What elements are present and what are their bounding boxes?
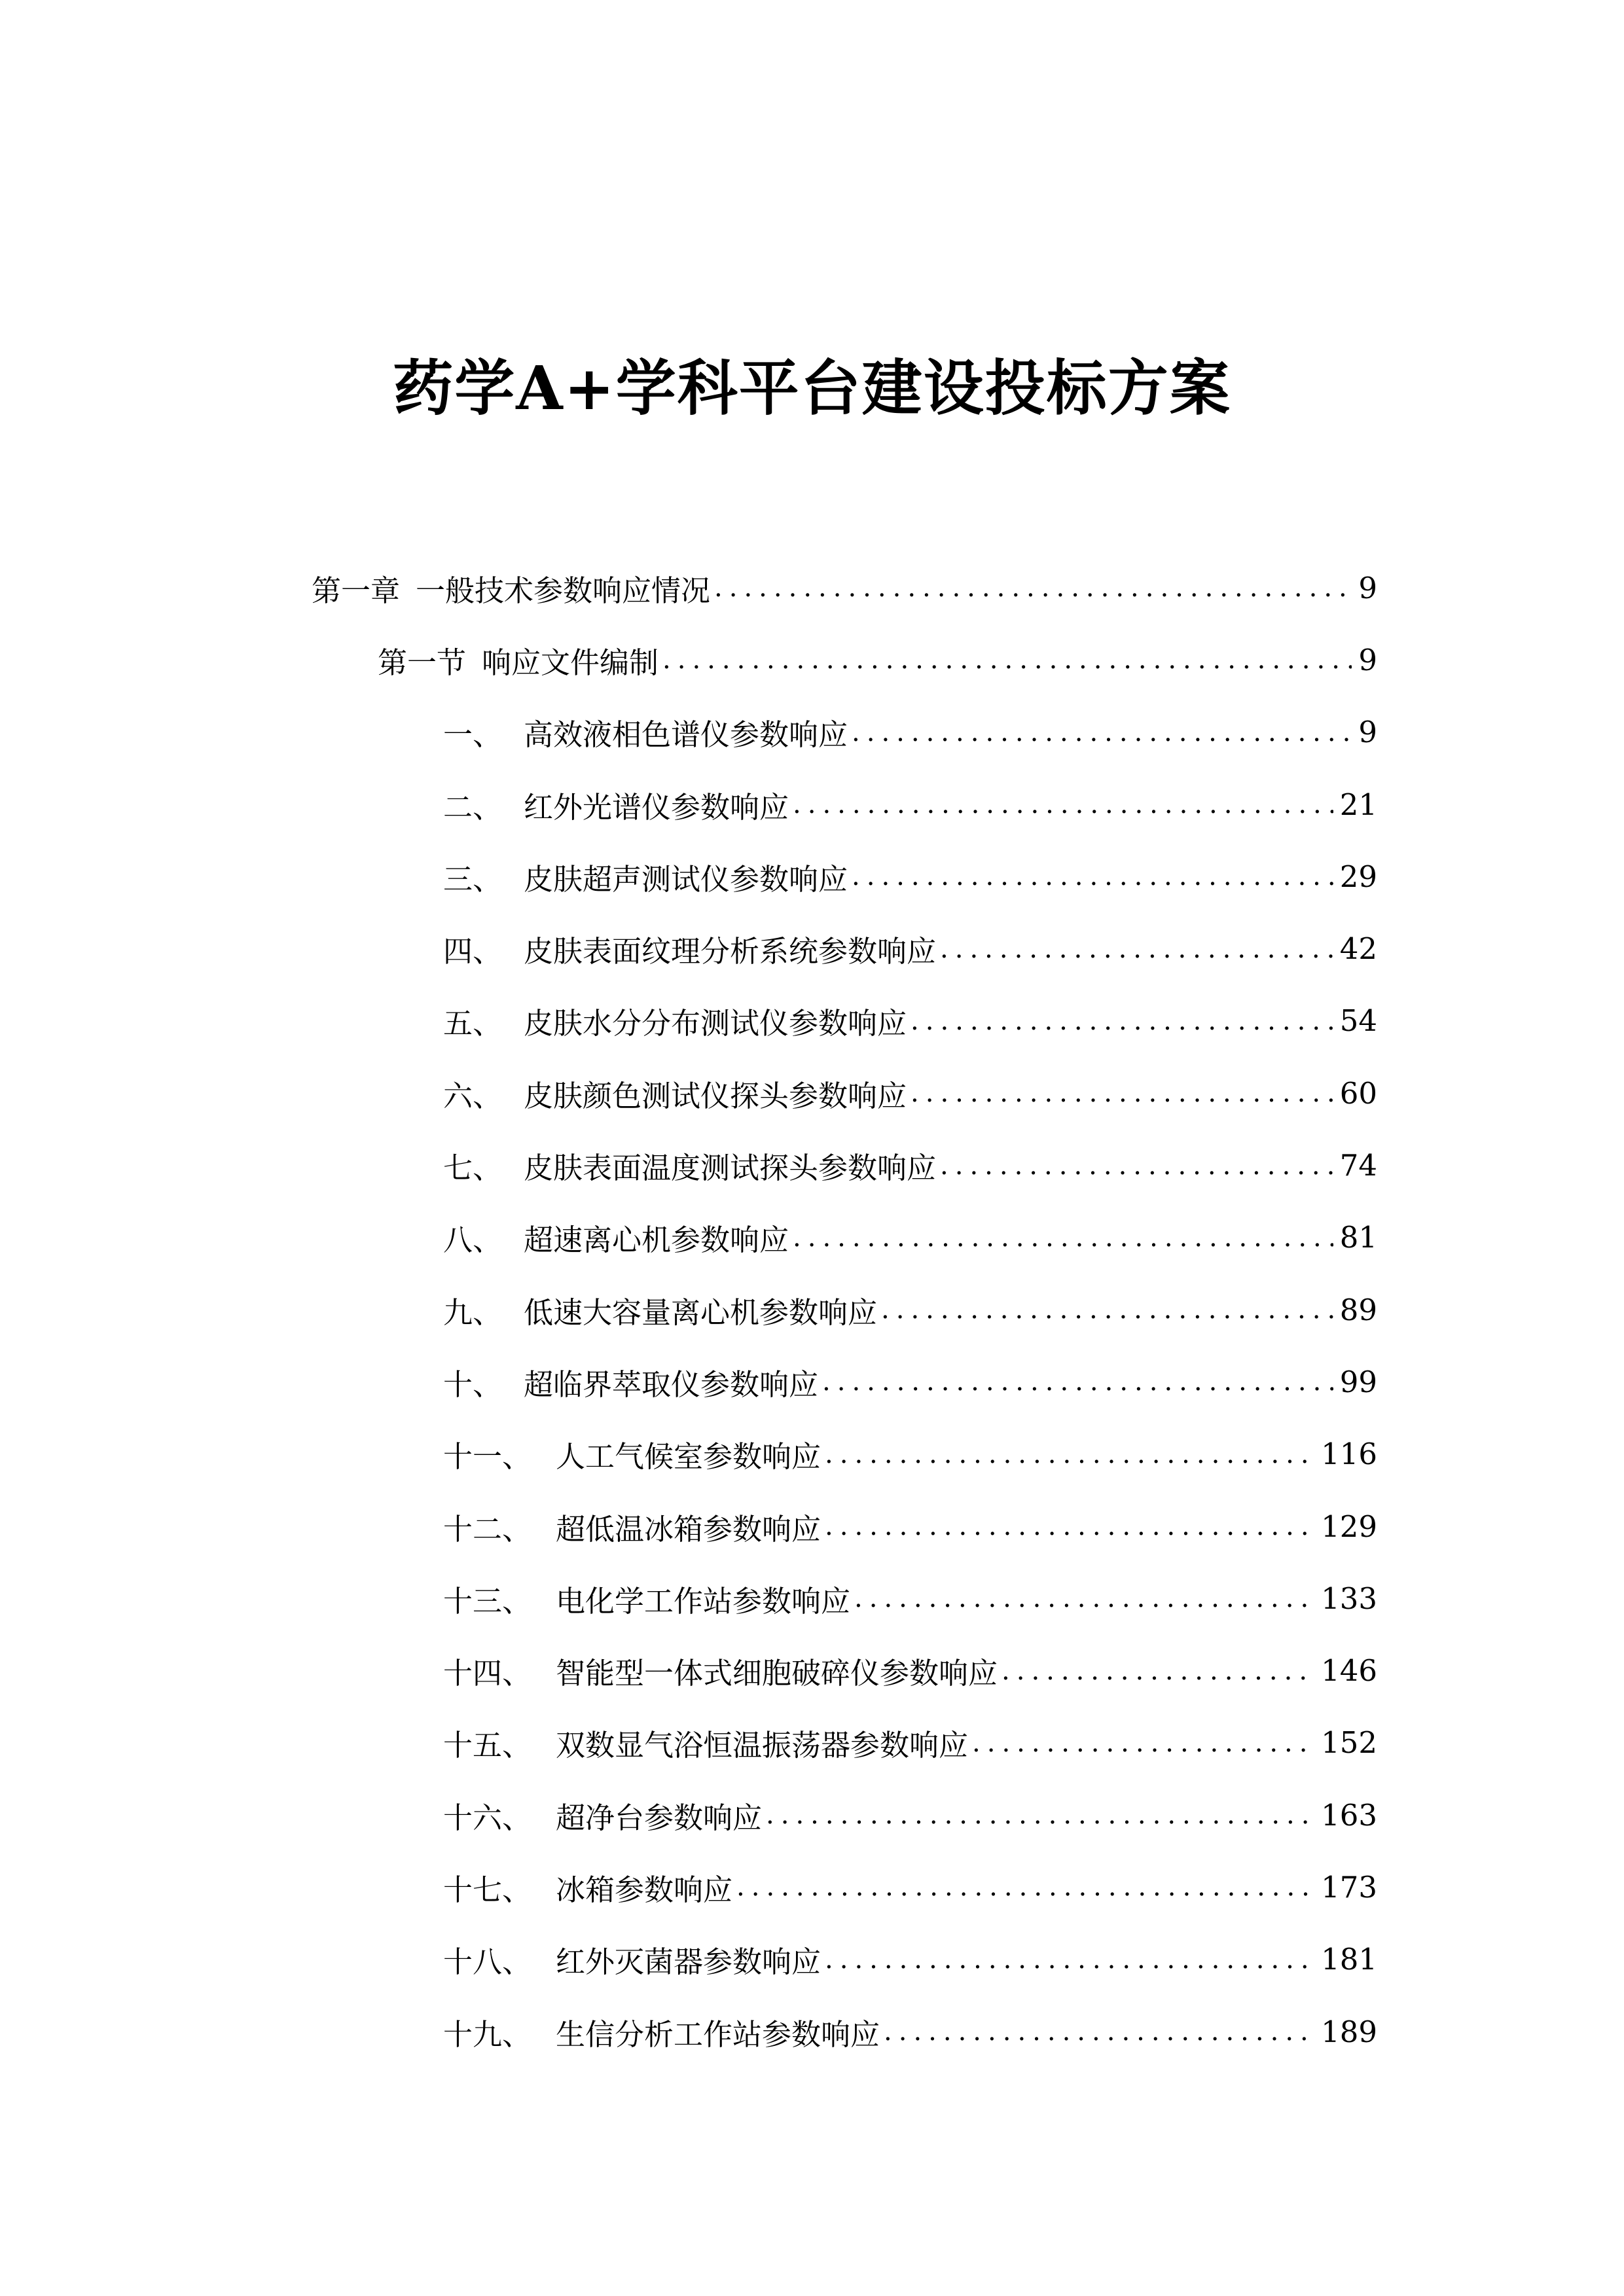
toc-entry[interactable] bbox=[312, 696, 1377, 768]
toc-entry[interactable] bbox=[312, 1634, 1377, 1706]
toc-entry-page: 99 bbox=[1339, 1364, 1377, 1399]
toc-entry-title: 皮肤超声测试仪参数响应 bbox=[524, 861, 848, 897]
toc-entry-number: 九、 bbox=[443, 1295, 503, 1330]
toc-entry-title: 冰箱参数响应 bbox=[556, 1872, 733, 1907]
toc-entry-number: 十四、 bbox=[443, 1656, 532, 1691]
toc-entry-title: 人工气候室参数响应 bbox=[556, 1439, 821, 1475]
leader-dots bbox=[972, 1728, 1314, 1758]
toc-entry-number: 第一章 bbox=[312, 573, 401, 608]
leader-dots bbox=[911, 1006, 1333, 1036]
toc-entry-title: 皮肤表面温度测试探头参数响应 bbox=[524, 1151, 937, 1186]
leader-dots bbox=[766, 1800, 1314, 1830]
toc-entry-title: 双数显气浴恒温振荡器参数响应 bbox=[556, 1728, 969, 1763]
toc-entry-title: 红外光谱仪参数响应 bbox=[524, 789, 789, 825]
leader-dots bbox=[793, 1223, 1333, 1253]
toc-entry-page: 189 bbox=[1321, 2014, 1377, 2049]
leader-dots bbox=[793, 789, 1333, 819]
toc-entry-page: 74 bbox=[1339, 1148, 1377, 1183]
leader-dots bbox=[662, 645, 1352, 675]
toc-entry-number: 六、 bbox=[443, 1078, 503, 1113]
toc-entry-title: 高效液相色谱仪参数响应 bbox=[524, 717, 848, 753]
leader-dots bbox=[881, 1295, 1333, 1325]
toc-entry-title: 超速离心机参数响应 bbox=[524, 1223, 789, 1258]
toc-entry[interactable] bbox=[312, 1057, 1377, 1129]
leader-dots bbox=[825, 1511, 1314, 1541]
leader-dots bbox=[852, 717, 1352, 747]
toc-entry-number: 十八、 bbox=[443, 1945, 532, 1980]
toc-entry[interactable] bbox=[312, 1202, 1377, 1274]
toc-entry[interactable] bbox=[312, 1707, 1377, 1779]
leader-dots bbox=[911, 1078, 1333, 1108]
toc-entry-number: 七、 bbox=[443, 1151, 503, 1186]
toc-entry-number: 十九、 bbox=[443, 2017, 532, 2052]
toc-entry-number: 十七、 bbox=[443, 1872, 532, 1907]
leader-dots bbox=[1001, 1656, 1314, 1686]
document-title: 药学A+学科平台建设投标方案 bbox=[393, 353, 1231, 423]
leader-dots bbox=[736, 1872, 1314, 1902]
leader-dots bbox=[714, 573, 1352, 603]
leader-dots bbox=[940, 1151, 1333, 1181]
toc-entry-title: 超净台参数响应 bbox=[556, 1800, 763, 1835]
toc-entry[interactable] bbox=[312, 1851, 1377, 1923]
toc-entry[interactable] bbox=[312, 985, 1377, 1057]
toc-entry-number: 第一节 bbox=[378, 645, 467, 680]
toc-entry-number: 十、 bbox=[443, 1367, 503, 1402]
toc-entry-page: 173 bbox=[1321, 1869, 1377, 1905]
toc-entry-number: 一、 bbox=[443, 717, 503, 753]
leader-dots bbox=[825, 1945, 1314, 1975]
toc-entry-page: 42 bbox=[1339, 931, 1377, 967]
toc-entry[interactable] bbox=[312, 768, 1377, 840]
toc-entry[interactable] bbox=[312, 1346, 1377, 1418]
toc-entry[interactable] bbox=[312, 840, 1377, 912]
toc-entry[interactable] bbox=[312, 624, 1377, 696]
toc-entry-title: 超低温冰箱参数响应 bbox=[556, 1511, 821, 1547]
toc-entry-title: 低速大容量离心机参数响应 bbox=[524, 1295, 878, 1330]
leader-dots bbox=[884, 2017, 1314, 2047]
toc-entry[interactable] bbox=[312, 1129, 1377, 1201]
leader-dots bbox=[854, 1583, 1314, 1613]
toc-entry-title: 响应文件编制 bbox=[482, 645, 659, 680]
toc-entry[interactable] bbox=[312, 912, 1377, 984]
toc-entry-title: 生信分析工作站参数响应 bbox=[556, 2017, 880, 2052]
toc-entry-number: 五、 bbox=[443, 1006, 503, 1041]
toc-entry-title: 皮肤颜色测试仪探头参数响应 bbox=[524, 1078, 907, 1113]
toc-entry-page: 89 bbox=[1339, 1292, 1377, 1327]
toc-entry-number: 八、 bbox=[443, 1223, 503, 1258]
toc-entry-title: 红外灭菌器参数响应 bbox=[556, 1945, 821, 1980]
toc-entry[interactable] bbox=[312, 1490, 1377, 1562]
toc-entry-number: 四、 bbox=[443, 934, 503, 969]
toc-entry-number: 十一、 bbox=[443, 1439, 532, 1475]
toc-entry[interactable] bbox=[312, 1418, 1377, 1490]
toc-entry-number: 十六、 bbox=[443, 1800, 532, 1835]
leader-dots bbox=[852, 861, 1333, 891]
toc-entry-number: 十五、 bbox=[443, 1728, 532, 1763]
toc-entry-title: 皮肤水分分布测试仪参数响应 bbox=[524, 1006, 907, 1041]
toc-entry-title: 超临界萃取仪参数响应 bbox=[524, 1367, 819, 1402]
toc-entry[interactable] bbox=[312, 1562, 1377, 1634]
toc-entry-title: 智能型一体式细胞破碎仪参数响应 bbox=[556, 1656, 998, 1691]
toc-entry-title: 一般技术参数响应情况 bbox=[416, 573, 711, 608]
toc-entry-number: 十三、 bbox=[443, 1583, 532, 1619]
toc-entry[interactable] bbox=[312, 552, 1377, 624]
toc-entry-number: 二、 bbox=[443, 789, 503, 825]
toc-entry-page: 133 bbox=[1321, 1581, 1377, 1616]
toc-entry-page: 129 bbox=[1321, 1509, 1377, 1544]
toc-entry-title: 电化学工作站参数响应 bbox=[556, 1583, 851, 1619]
toc-entry-page: 54 bbox=[1339, 1003, 1377, 1039]
toc-entry-page: 9 bbox=[1358, 715, 1377, 750]
toc-entry-page: 146 bbox=[1321, 1653, 1377, 1689]
toc-entry-page: 9 bbox=[1358, 570, 1377, 605]
toc-entry-page: 152 bbox=[1321, 1725, 1377, 1761]
toc-entry[interactable] bbox=[312, 1779, 1377, 1851]
leader-dots bbox=[940, 934, 1333, 964]
leader-dots bbox=[822, 1367, 1333, 1397]
leader-dots bbox=[825, 1439, 1314, 1469]
toc-entry-page: 60 bbox=[1339, 1075, 1377, 1111]
toc-entry[interactable] bbox=[312, 1274, 1377, 1346]
toc-entry-page: 29 bbox=[1339, 859, 1377, 894]
toc-entry[interactable] bbox=[312, 1924, 1377, 1996]
toc-entry-page: 9 bbox=[1358, 642, 1377, 677]
toc-entry-page: 163 bbox=[1321, 1797, 1377, 1833]
toc-entry-number: 三、 bbox=[443, 861, 503, 897]
toc-entry-page: 21 bbox=[1339, 787, 1377, 822]
toc-entry-page: 81 bbox=[1339, 1220, 1377, 1255]
table-of-contents bbox=[312, 552, 1377, 2068]
toc-entry-page: 116 bbox=[1321, 1437, 1377, 1472]
toc-entry-number: 十二、 bbox=[443, 1511, 532, 1547]
toc-entry-page: 181 bbox=[1321, 1942, 1377, 1977]
toc-entry-title: 皮肤表面纹理分析系统参数响应 bbox=[524, 934, 937, 969]
toc-entry[interactable] bbox=[312, 1996, 1377, 2068]
